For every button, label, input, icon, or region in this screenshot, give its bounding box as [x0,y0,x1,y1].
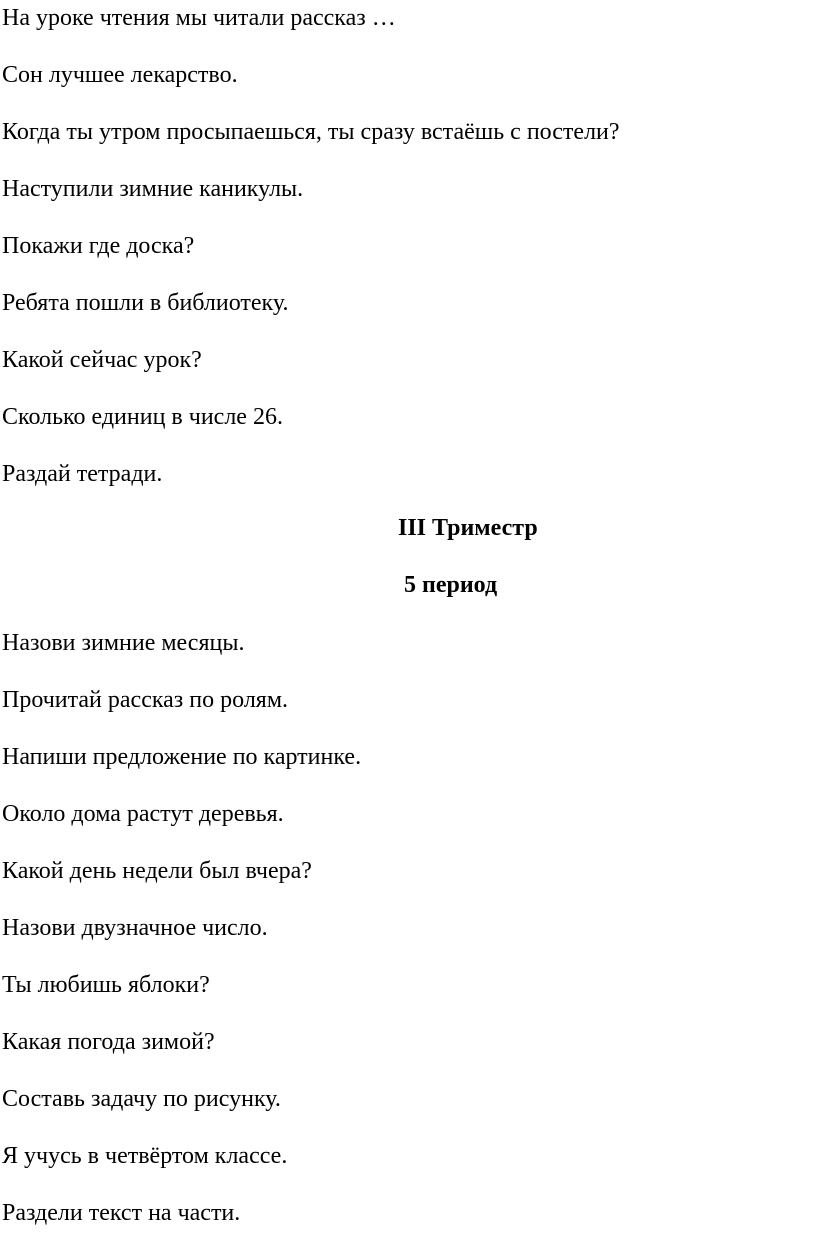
text-line: Назови двузначное число. [2,915,268,941]
text-line: Сон лучшее лекарство. [2,62,238,88]
period-heading: 5 период [404,572,498,598]
text-line: Составь задачу по рисунку. [2,1086,281,1112]
text-line: Назови зимние месяцы. [2,630,245,656]
text-line: Я учусь в четвёртом классе. [2,1143,288,1169]
text-line: Какой сейчас урок? [2,347,202,373]
text-line: Ты любишь яблоки? [2,972,210,998]
trimester-heading: III Триместр [398,515,538,541]
text-line: Какой день недели был вчера? [2,858,312,884]
text-line: Когда ты утром просыпаешься, ты сразу встаёшь с постели? [2,119,620,145]
text-line: Прочитай рассказ по ролям. [2,687,289,713]
text-line: Напиши предложение по картинке. [2,744,362,770]
text-line: Наступили зимние каникулы. [2,176,304,202]
text-line: Какая погода зимой? [2,1029,215,1055]
text-line: Около дома растут деревья. [2,801,284,827]
text-line: Раздели текст на части. [2,1200,241,1226]
text-line: На уроке чтения мы читали рассказ … [2,5,396,31]
text-line: Сколько единиц в числе 26. [2,404,283,430]
text-line: Покажи где доска? [2,233,195,259]
text-line: Ребята пошли в библиотеку. [2,290,289,316]
text-line: Раздай тетради. [2,461,163,487]
